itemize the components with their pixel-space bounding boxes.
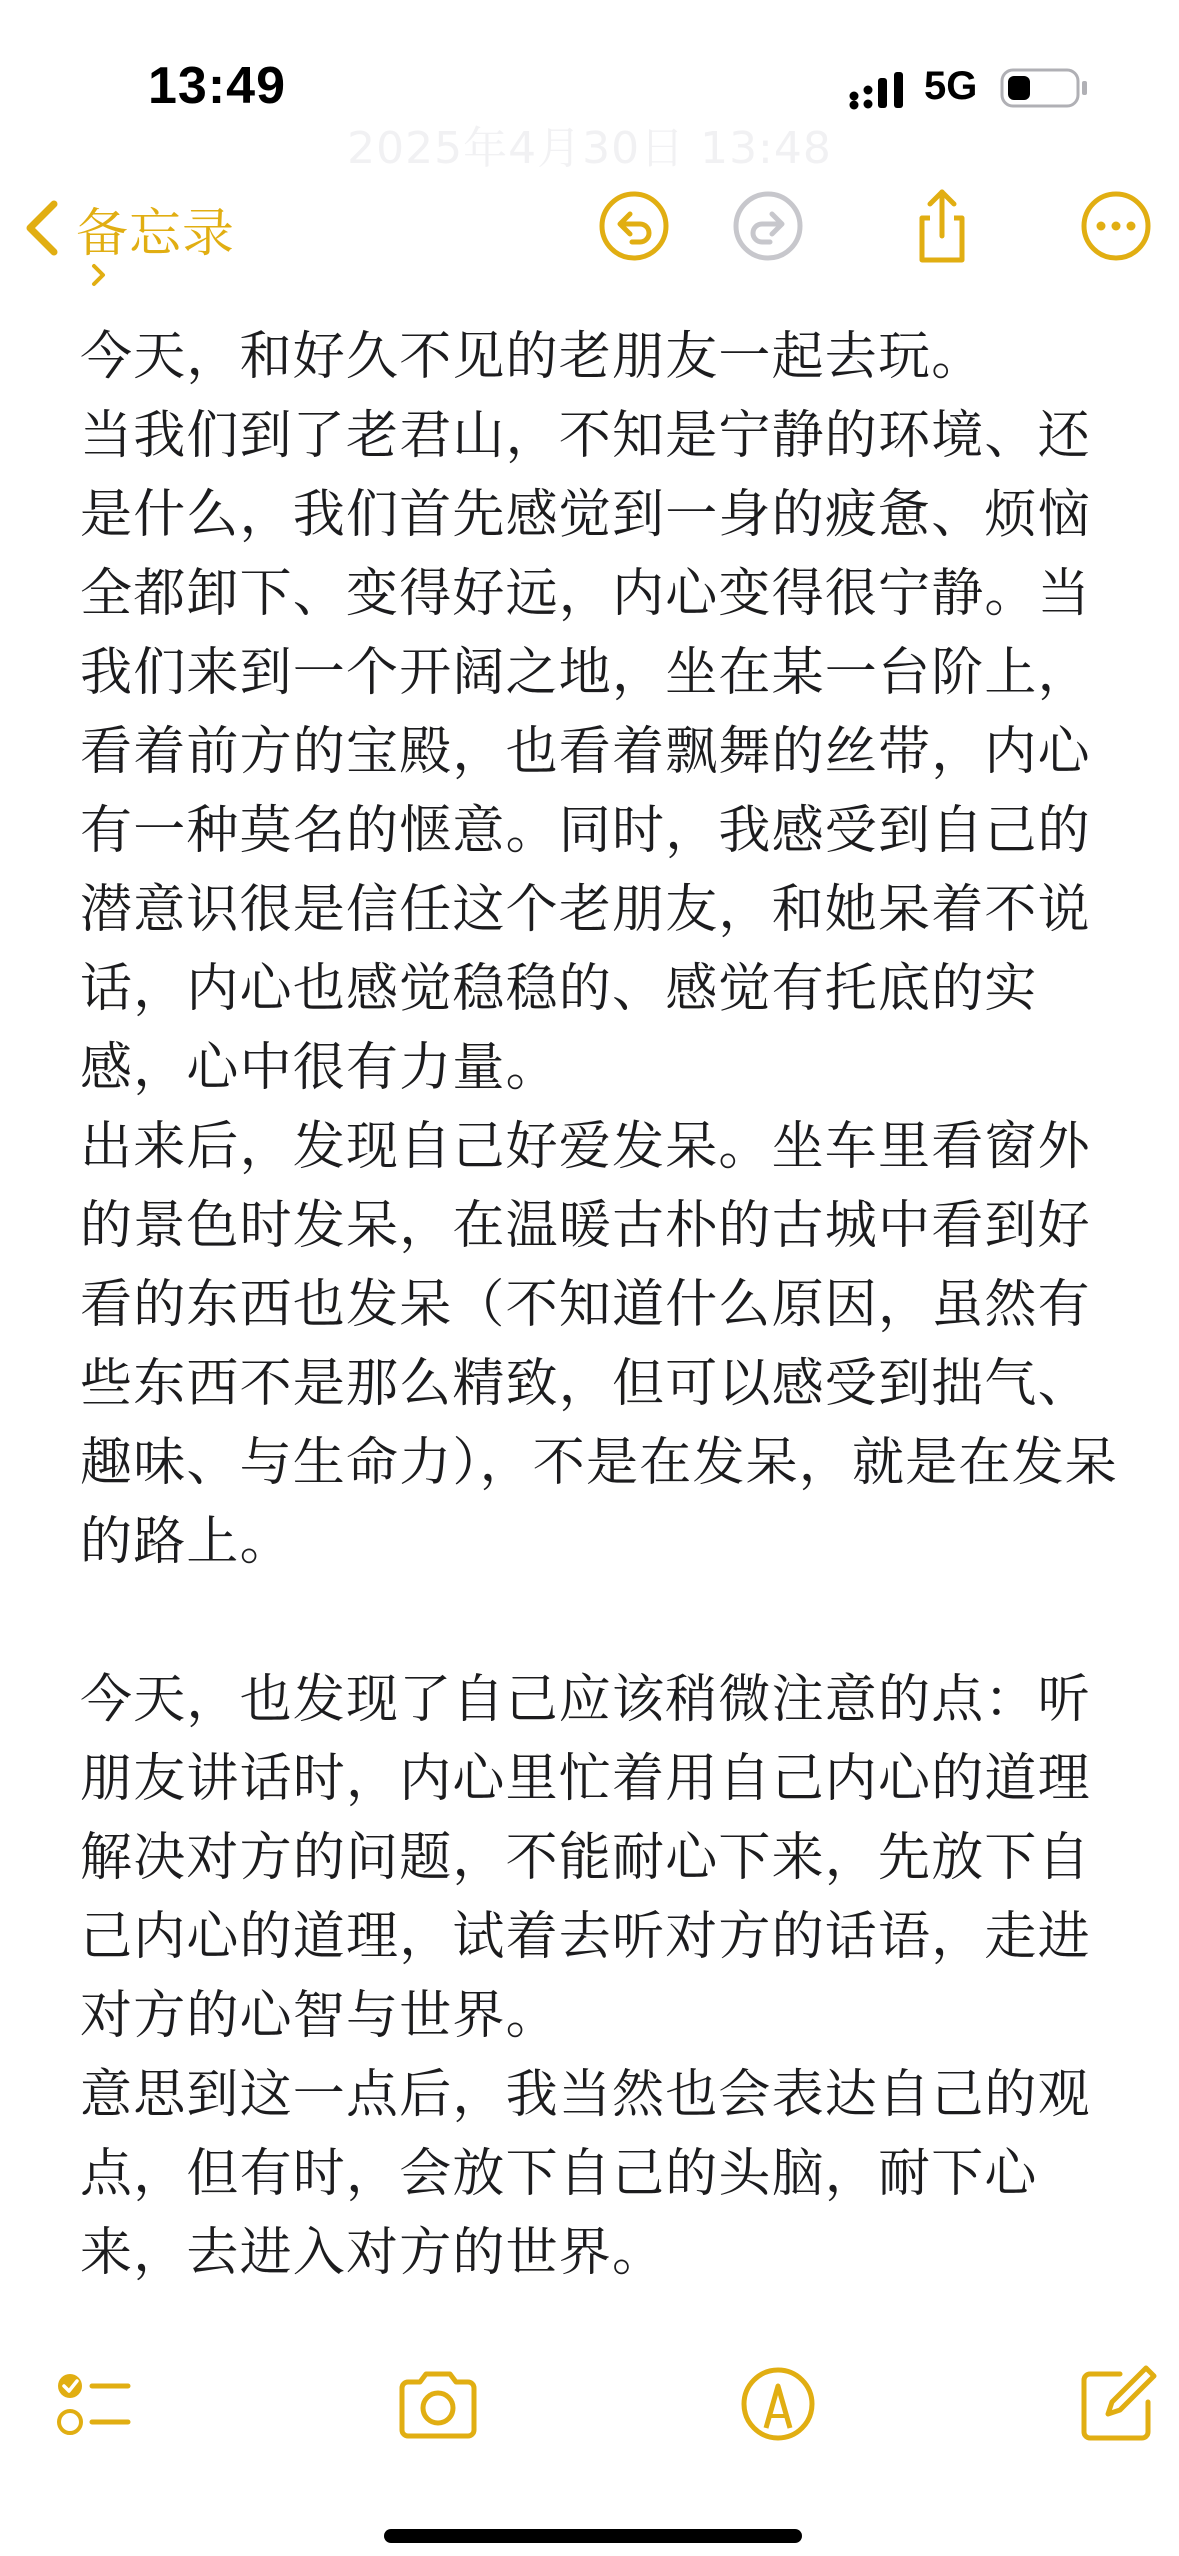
cellular-signal-icon — [848, 70, 908, 110]
note-line: 今天，也发现了自己应该稍微注意的点：听 — [80, 1670, 1091, 1730]
note-line: 己内心的道理，试着去听对方的话语，走进 — [80, 1907, 1091, 1967]
note-line: 趣味、与生命力），不是在发呆，就是在发呆 — [80, 1433, 1119, 1493]
note-line: 全都卸下、变得好远，内心变得很宁静。当 — [80, 564, 1091, 624]
camera-icon[interactable] — [396, 2362, 480, 2446]
note-body[interactable] — [80, 318, 1120, 2293]
back-label: 备忘录 — [76, 203, 236, 264]
note-line: 来，去进入对方的世界。 — [80, 2223, 666, 2283]
note-line: 对方的心智与世界。 — [80, 1986, 559, 2046]
battery-icon — [1000, 66, 1090, 110]
note-line: 看的东西也发呆（不知道什么原因，虽然有 — [80, 1275, 1091, 1335]
note-line: 的景色时发呆，在温暖古朴的古城中看到好 — [80, 1196, 1091, 1256]
more-icon[interactable] — [1076, 186, 1156, 266]
note-line: 话，内心也感觉稳稳的、感觉有托底的实 — [80, 959, 1038, 1019]
note-blank-line — [80, 1582, 1120, 1661]
back-chevron-icon — [22, 198, 62, 258]
note-line: 是什么，我们首先感觉到一身的疲惫、烦恼 — [80, 485, 1091, 545]
note-line: 我们来到一个开阔之地，坐在某一台阶上， — [80, 643, 1091, 703]
network-type-label: 5G — [924, 64, 978, 108]
note-line: 今天，和好久不见的老朋友一起去玩。 — [80, 327, 985, 387]
checklist-icon[interactable] — [48, 2362, 132, 2446]
note-line: 意思到这一点后，我当然也会表达自己的观 — [80, 2065, 1091, 2125]
note-line: 潜意识很是信任这个老朋友，和她呆着不说 — [80, 880, 1091, 940]
note-line: 解决对方的问题，不能耐心下来，先放下自 — [80, 1828, 1091, 1888]
note-line: 出来后，发现自己好爱发呆。坐车里看窗外 — [80, 1117, 1091, 1177]
home-indicator[interactable] — [384, 2529, 802, 2543]
redo-icon[interactable] — [728, 186, 808, 266]
note-line: 有一种莫名的惬意。同时，我感受到自己的 — [80, 801, 1091, 861]
markup-pen-icon[interactable] — [736, 2362, 820, 2446]
note-line: 感，心中很有力量。 — [80, 1038, 559, 1098]
note-line: 的路上。 — [80, 1512, 293, 1572]
back-button[interactable] — [22, 188, 235, 268]
note-date-header: 2025年4月30日 13:48 — [347, 123, 832, 174]
share-icon[interactable] — [902, 186, 982, 266]
status-time: 13:49 — [148, 57, 286, 115]
note-line: 当我们到了老君山，不知是宁静的环境、还 — [80, 406, 1091, 466]
note-line: 朋友讲话时，内心里忙着用自己内心的道理 — [80, 1749, 1091, 1809]
undo-icon[interactable] — [594, 186, 674, 266]
compose-icon[interactable] — [1076, 2362, 1160, 2446]
note-line: 些东西不是那么精致，但可以感受到拙气、 — [80, 1354, 1091, 1414]
collapse-chevron-icon — [90, 262, 108, 288]
note-line: 点，但有时，会放下自己的头脑，耐下心 — [80, 2144, 1038, 2204]
note-line: 看着前方的宝殿，也看着飘舞的丝带，内心 — [80, 722, 1091, 782]
